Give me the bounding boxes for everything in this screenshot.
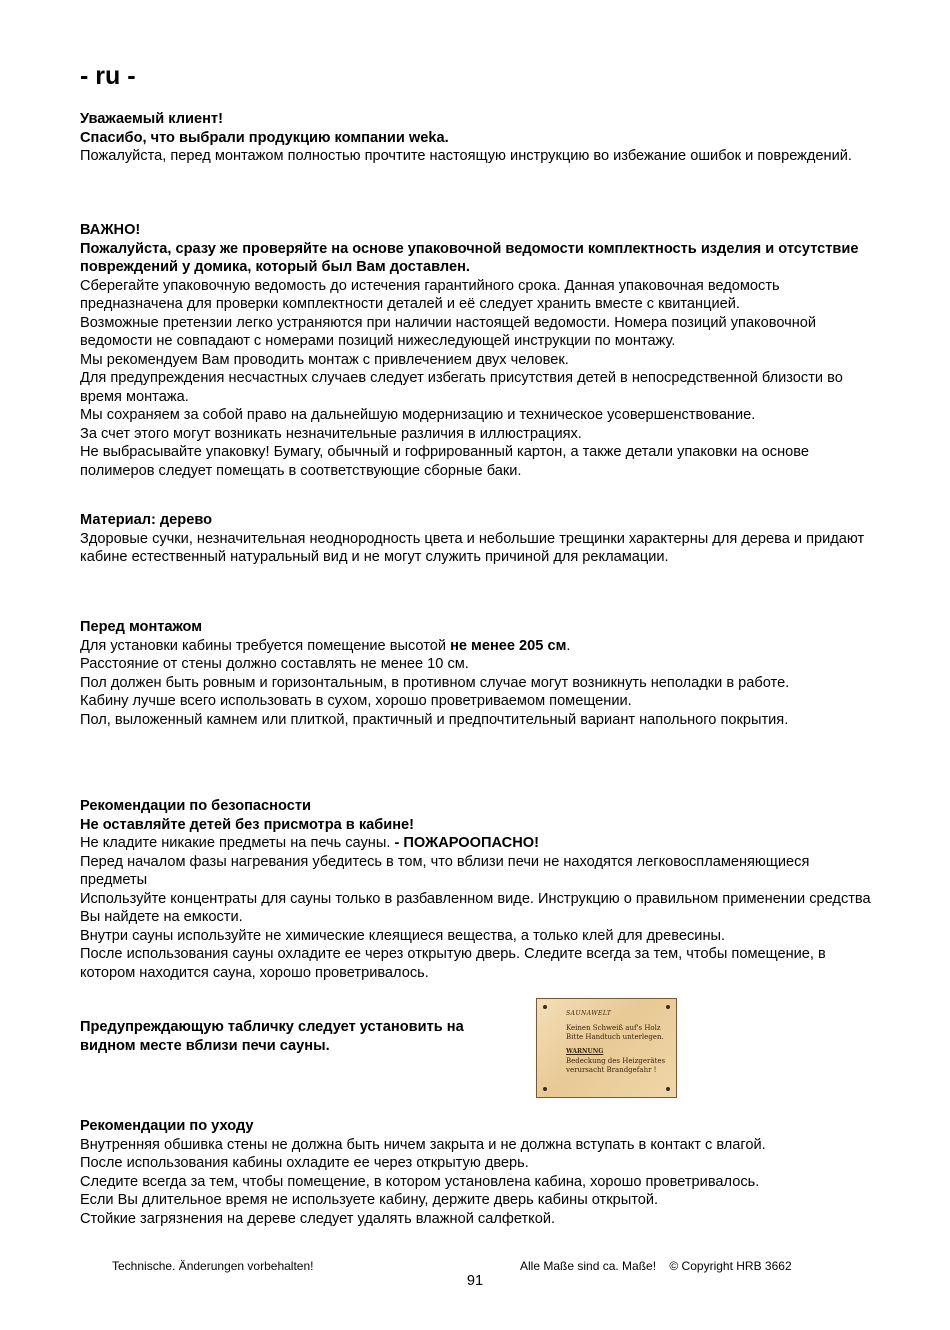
important-paragraph: Возможные претензии легко устраняются при наличии настоящей ведомости. Номера позиций упаковочной ведомости не совпадают с номерами позиций нижеследующей инструкции по монтажу.: [80, 314, 817, 349]
sign-line: Bedeckung des Heizgerätes verursacht Brandgefahr !: [566, 1057, 666, 1074]
safety-paragraph: Используйте концентраты для сауны только в разбавленном виде. Инструкцию о правильном применении средства Вы найдете на емкости.: [80, 890, 871, 925]
important-bold-text: Пожалуйста, сразу же проверяйте на основе упаковочной ведомости комплектность изделия и отсутствие повреждений у домика, который был Вам доставлен.: [80, 240, 859, 275]
sign-line: Keinen Schweiß auf's Holz Bitte Handtuch unterlegen.: [566, 1024, 664, 1041]
important-heading: ВАЖНО!: [80, 222, 141, 238]
material-text: Здоровые сучки, незначительная неоднородность цвета и небольшие трещинки характерны для дерева и придают кабине естественный натуральный вид и не могут служить причиной для рекламации.: [80, 530, 865, 565]
screw-icon: [666, 1087, 670, 1091]
warning-sign-instruction: Предупреждающую табличку следует установить на видном месте вблизи печи сауны.: [80, 1019, 464, 1054]
safety-heading: Рекомендации по безопасности: [80, 798, 311, 814]
text-span: Не кладите никакие предметы на печь сауны.: [80, 835, 395, 851]
warning-sign-image: [536, 998, 677, 1098]
material-heading: Материал: дерево: [80, 512, 213, 528]
screw-icon: [666, 1005, 670, 1009]
screw-icon: [543, 1087, 547, 1091]
intro-section: [80, 110, 880, 166]
text-span: .: [566, 637, 571, 654]
care-paragraph: Стойкие загрязнения на дереве следует удалять влажной салфеткой.: [80, 1210, 556, 1227]
safety-paragraph: Перед началом фазы нагревания убедитесь в том, что вблизи печи не находятся легковоспламеняющиеся предметы: [80, 853, 810, 888]
min-height-value: не менее 205 см: [450, 637, 567, 654]
safety-bold-line: Не оставляйте детей без присмотра в кабине!: [80, 816, 415, 833]
material-section: [80, 511, 880, 567]
footer-disclaimer: Technische. Änderungen vorbehalten!: [112, 1259, 314, 1273]
before-mounting-paragraph: Пол, выложенный камнем или плиткой, практичный и предпочтительный вариант напольного покрытия.: [80, 711, 789, 728]
before-mounting-heading: Перед монтажом: [80, 619, 203, 635]
care-paragraph: Если Вы длительное время не используете кабину, держите дверь кабины открытой.: [80, 1192, 659, 1208]
care-section: [80, 1117, 880, 1228]
important-section: [80, 221, 880, 480]
important-paragraph: Сберегайте упаковочную ведомость до истечения гарантийного срока. Данная упаковочная ведомость предназначена для проверки комплектности деталей и её следует хранить вместе с квитанцией.: [80, 277, 780, 312]
safety-paragraph: Внутри сауны используйте не химические клеящиеся вещества, а только клей для древесины.: [80, 927, 726, 944]
screw-icon: [543, 1005, 547, 1009]
safety-section: [80, 797, 880, 982]
care-paragraph: Следите всегда за тем, чтобы помещение, в котором установлена кабина, хорошо проветривалось.: [80, 1173, 760, 1190]
thanks-line: Спасибо, что выбрали продукцию компании weka.: [80, 129, 449, 146]
fire-hazard-warning: - ПОЖАРООПАСНО!: [394, 835, 539, 851]
language-heading: - ru -: [80, 62, 136, 90]
important-paragraph: Не выбрасывайте упаковку! Бумагу, обычный и гофрированный картон, а также детали упаковки на основе полимеров следует помещать в соответствующие сборные баки.: [80, 444, 809, 479]
important-paragraph: За счет этого могут возникать незначительные различия в иллюстрациях.: [80, 425, 582, 442]
important-paragraph: Мы сохраняем за собой право на дальнейшую модернизацию и техническое усовершенствование.: [80, 407, 756, 423]
sign-warning-label: WARNUNG: [566, 1048, 604, 1055]
intro-text: Пожалуйста, перед монтажом полностью прочтите настоящую инструкцию во избежание ошибок и повреждений.: [80, 148, 852, 164]
before-mounting-paragraph: [80, 637, 880, 656]
before-mounting-paragraph: Расстояние от стены должно составлять не менее 10 см.: [80, 656, 469, 672]
before-mounting-paragraph: Пол должен быть ровным и горизонтальным, в противном случае могут возникнуть неполадки в работе.: [80, 674, 790, 691]
important-paragraph: Мы рекомендуем Вам проводить монтаж с привлечением двух человек.: [80, 351, 569, 368]
safety-paragraph: [80, 834, 880, 853]
sign-brand: SAUNAWELT: [566, 1010, 612, 1017]
before-mounting-section: [80, 618, 880, 729]
before-mounting-paragraph: Кабину лучше всего использовать в сухом, хорошо проветриваемом помещении.: [80, 693, 632, 709]
safety-paragraph: После использования сауны охладите ее через открытую дверь. Следите всегда за тем, чтобы помещение, в котором находится сауна, хорошо проветривалось.: [80, 946, 826, 981]
greeting: Уважаемый клиент!: [80, 111, 223, 127]
care-heading: Рекомендации по уходу: [80, 1118, 254, 1134]
footer-copyright: Alle Maße sind ca. Maße! © Copyright HRB 3662: [520, 1259, 792, 1273]
care-paragraph: Внутренняя обшивка стены не должна быть ничем закрыта и не должна вступать в контакт с влагой.: [80, 1136, 766, 1153]
important-paragraph: Для предупреждения несчастных случаев следует избегать присутствия детей в непосредственной близости во время монтажа.: [80, 370, 843, 405]
page-number: 91: [466, 1273, 484, 1289]
care-paragraph: После использования кабины охладите ее через открытую дверь.: [80, 1155, 529, 1171]
text-span: Для установки кабины требуется помещение высотой: [80, 637, 451, 654]
